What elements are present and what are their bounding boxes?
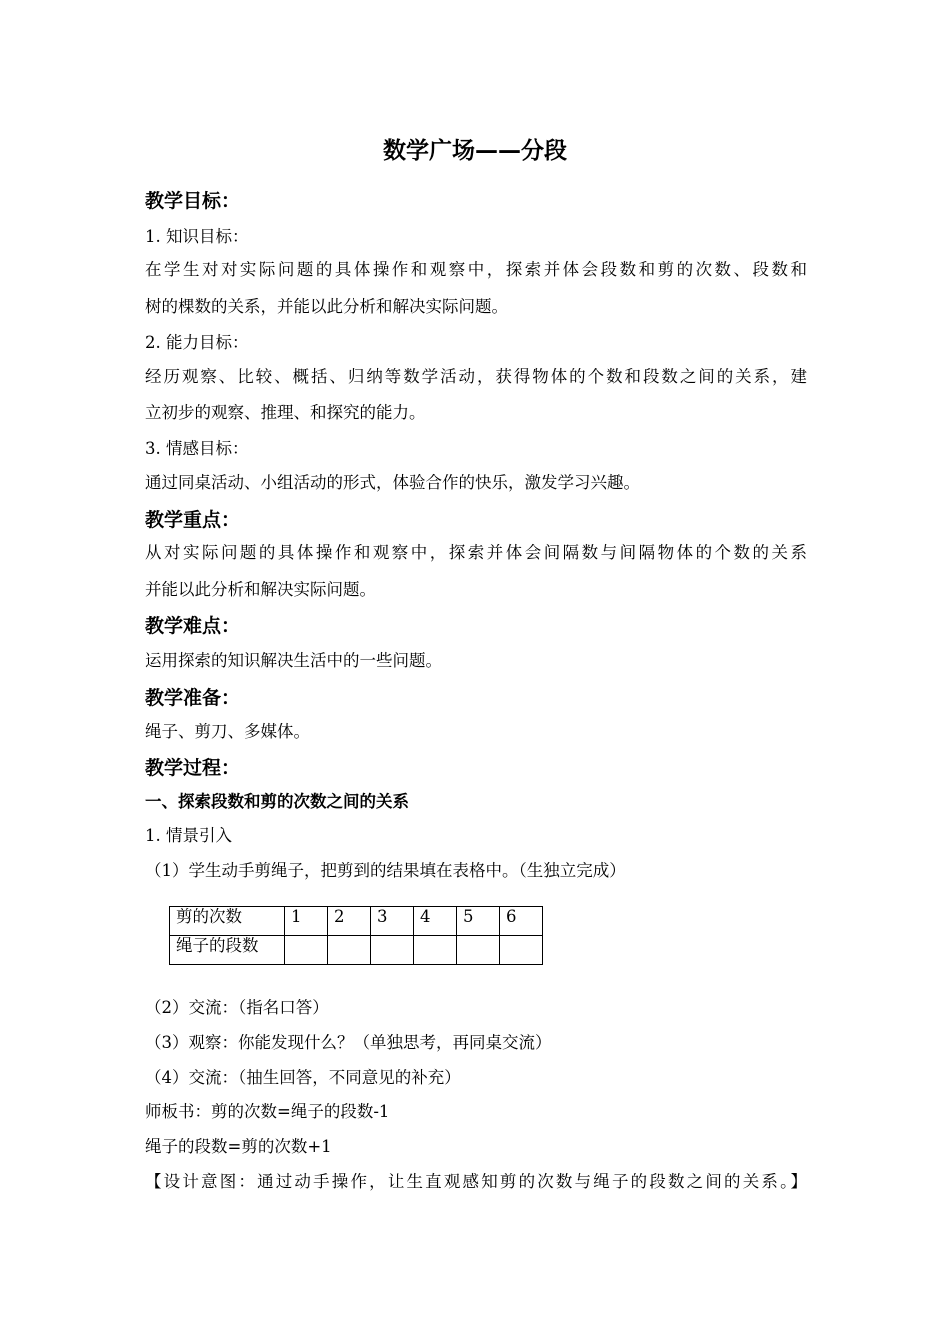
emotion-objective-text: 通过同桌活动、小组活动的形式，体验合作的快乐，激发学习兴趣。: [145, 473, 640, 492]
key-points-text-line-1: 从对实际问题的具体操作和观察中，探索并体会间隔数与间隔物体的个数的关系: [145, 543, 807, 562]
table-cell-cuts: 2: [328, 907, 371, 936]
process-heading: 教学过程：: [145, 757, 241, 779]
key-points-heading: 教学重点：: [145, 509, 241, 531]
knowledge-objective-label: 1. 知识目标：: [145, 227, 249, 246]
cuts-segments-table: [169, 906, 543, 965]
emotion-objective-label: 3. 情感目标：: [145, 439, 249, 458]
preparation-heading: 教学准备：: [145, 687, 241, 709]
table-cell-cuts: 1: [285, 907, 328, 936]
knowledge-objective-text-line-1: 在学生对对实际问题的具体操作和观察中，探索并体会段数和剪的次数、段数和: [145, 260, 807, 279]
ability-objective-text-line-2: 立初步的观察、推理、和探究的能力。: [145, 403, 426, 422]
process-step-1: 1. 情景引入: [145, 826, 232, 845]
table-cell-segments: [500, 936, 543, 965]
table-cell-segments: [457, 936, 500, 965]
table-cell-segments: [285, 936, 328, 965]
process-item-4: （4）交流：（抽生回答，不同意见的补充）: [145, 1068, 461, 1087]
table-row-label-cuts: 剪的次数: [170, 907, 285, 936]
key-points-text-line-2: 并能以此分析和解决实际问题。: [145, 580, 376, 599]
table-cell-cuts: 3: [371, 907, 414, 936]
table-cell-cuts: 4: [414, 907, 457, 936]
board-note-1: 师板书：剪的次数=绳子的段数-1: [145, 1102, 390, 1121]
table-row: [170, 936, 543, 965]
process-section-1-title: 一、探索段数和剪的次数之间的关系: [145, 792, 409, 811]
board-note-2: 绳子的段数=剪的次数+1: [145, 1137, 332, 1156]
table-cell-segments: [414, 936, 457, 965]
difficulties-text: 运用探索的知识解决生活中的一些问题。: [145, 651, 442, 670]
document-title: 数学广场——分段: [383, 138, 567, 164]
preparation-text: 绳子、剪刀、多媒体。: [145, 722, 310, 741]
process-item-1: （1）学生动手剪绳子，把剪到的结果填在表格中。（生独立完成）: [145, 861, 626, 880]
table-row: [170, 907, 543, 936]
table-row-label-segments: 绳子的段数: [170, 936, 285, 965]
ability-objective-label: 2. 能力目标：: [145, 333, 249, 352]
design-intent: 【设计意图：通过动手操作，让生直观感知剪的次数与绳子的段数之间的关系。】: [145, 1172, 807, 1191]
table-cell-cuts: 5: [457, 907, 500, 936]
process-item-3: （3）观察：你能发现什么？（单独思考，再同桌交流）: [145, 1033, 552, 1052]
table-cell-segments: [371, 936, 414, 965]
table-cell-segments: [328, 936, 371, 965]
process-item-2: （2）交流：（指名口答）: [145, 998, 329, 1017]
objectives-heading: 教学目标：: [145, 190, 241, 212]
ability-objective-text-line-1: 经历观察、比较、概括、归纳等数学活动，获得物体的个数和段数之间的关系，建: [145, 367, 807, 386]
table-cell-cuts: 6: [500, 907, 543, 936]
knowledge-objective-text-line-2: 树的棵数的关系，并能以此分析和解决实际问题。: [145, 297, 508, 316]
difficulties-heading: 教学难点：: [145, 615, 241, 637]
